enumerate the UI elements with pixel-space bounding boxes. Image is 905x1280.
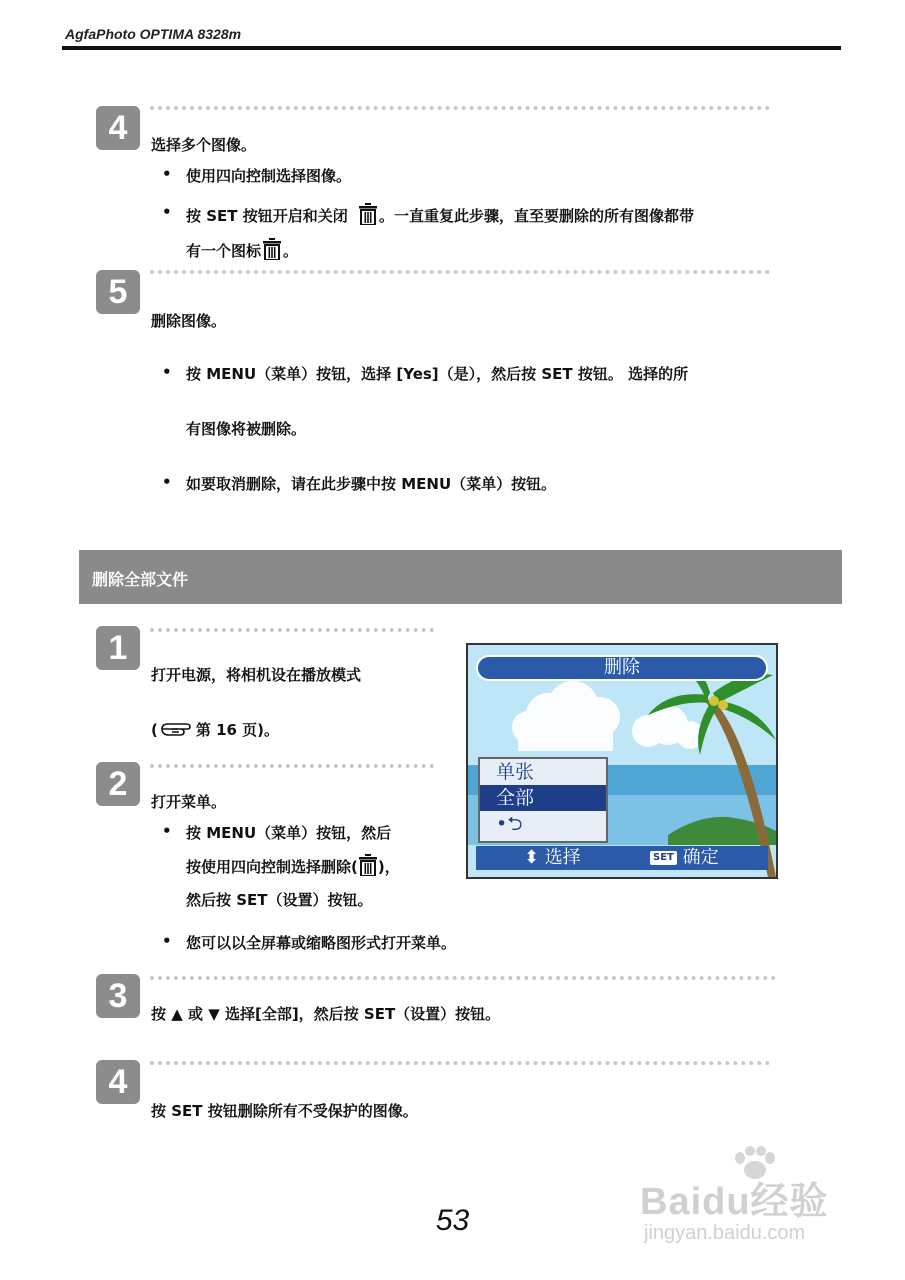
delete-menu xyxy=(478,757,608,843)
trash-icon xyxy=(263,238,281,260)
step-number-badge: 5 xyxy=(96,270,140,314)
header-rule xyxy=(62,46,841,50)
bullet-text-line xyxy=(186,203,694,226)
step-number-badge: 1 xyxy=(96,626,140,670)
bullet-text: 有一个图标 xyxy=(186,242,262,260)
dotted-divider xyxy=(150,628,434,632)
bullet-text: 有图像将被删除。 xyxy=(186,420,307,438)
hand-pointer-icon xyxy=(160,720,194,742)
step-text: 按 SET 按钮删除所有不受保护的图像。 xyxy=(151,1102,418,1120)
step-text: 按 ▲ 或 ▼ 选择[全部]，然后按 SET（设置）按钮。 xyxy=(151,1005,501,1023)
page-reference xyxy=(151,719,279,742)
document-header-title: AgfaPhoto OPTIMA 8328m xyxy=(65,26,242,42)
dotted-divider xyxy=(150,976,776,980)
reference-page-text: 第 16 页)。 xyxy=(195,721,280,739)
bullet-text: 。一直重复此步骤，直至要删除的所有图像都带 xyxy=(378,207,694,225)
step-number-badge: 4 xyxy=(96,1060,140,1104)
bullet-text: 如要取消删除，请在此步骤中按 MENU（菜单）按钮。 xyxy=(186,475,557,493)
bullet-text: 按使用四向控制选择删除( xyxy=(186,858,358,876)
set-button-badge: SET xyxy=(650,851,677,865)
section-header-bar xyxy=(79,550,842,604)
bullet-text-line xyxy=(186,854,400,877)
footer-confirm-hint xyxy=(650,846,719,870)
menu-item-single[interactable]: 单张 xyxy=(496,761,535,783)
watermark-brand: Baidu经验 xyxy=(640,1181,829,1223)
dotted-divider xyxy=(150,1061,770,1065)
menu-item-all[interactable]: 全部 xyxy=(480,785,606,811)
bullet-text: )， xyxy=(377,858,400,876)
camera-lcd-screen xyxy=(466,643,778,879)
section-title: 删除全部文件 xyxy=(92,570,189,589)
bullet-dot: • xyxy=(162,473,172,491)
bullet-text: 。 xyxy=(283,242,299,260)
step-title: 打开菜单。 xyxy=(151,793,227,811)
bullet-dot: • xyxy=(162,932,172,950)
lcd-footer-bar xyxy=(476,846,768,870)
step-number-badge: 4 xyxy=(96,106,140,150)
bullet-text: 您可以以全屏幕或缩略图形式打开菜单。 xyxy=(186,934,457,952)
bullet-text: 然后按 SET（设置）按钮。 xyxy=(186,891,373,909)
bullet-text: 使用四向控制选择图像。 xyxy=(186,167,352,185)
watermark-url: jingyan.baidu.com xyxy=(644,1222,806,1244)
footer-confirm-label: 确定 xyxy=(682,847,719,868)
step-text: 打开电源，将相机设在播放模式 xyxy=(151,666,362,684)
trash-icon xyxy=(359,854,377,876)
bullet-dot: • xyxy=(162,165,172,183)
dotted-divider xyxy=(150,270,770,274)
footer-select-hint: ⬍ 选择 xyxy=(524,847,581,868)
bullet-dot: • xyxy=(162,822,172,840)
bullet-dot: • xyxy=(162,363,172,381)
reference-paren: ( xyxy=(151,721,158,739)
bullet-dot: • xyxy=(162,203,172,221)
step-title: 选择多个图像。 xyxy=(151,136,257,154)
step-title: 删除图像。 xyxy=(151,312,227,330)
bullet-text: 按 SET 按钮开启和关闭 xyxy=(186,207,348,225)
dotted-divider xyxy=(150,764,434,768)
step-number-badge: 2 xyxy=(96,762,140,806)
bullet-text: 按 MENU（菜单）按钮，然后 xyxy=(186,824,392,842)
page-number: 53 xyxy=(435,1204,470,1237)
bullet-text: 按 MENU（菜单）按钮，选择 [Yes]（是），然后按 SET 按钮。 选择的所 xyxy=(186,365,689,383)
dotted-divider xyxy=(150,106,770,110)
menu-item-return[interactable]: •⮌ xyxy=(496,813,523,835)
bullet-text-line xyxy=(186,238,298,261)
trash-icon xyxy=(359,203,377,225)
lcd-title-bar: 删除 xyxy=(476,655,768,681)
step-number-badge: 3 xyxy=(96,974,140,1018)
